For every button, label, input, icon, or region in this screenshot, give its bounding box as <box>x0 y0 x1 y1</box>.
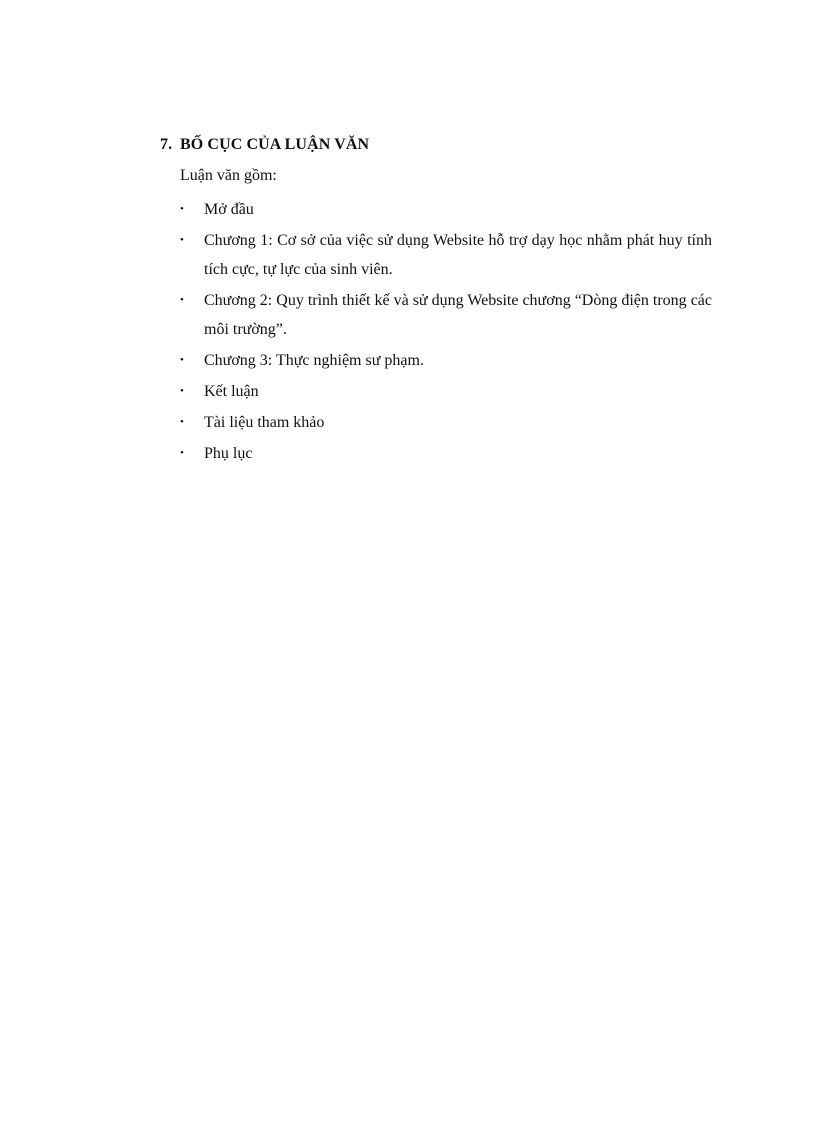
bullet-icon: • <box>180 416 184 428</box>
list-item-text: Chương 2: Quy trình thiết kế và sử dụng Website chương “Dòng điện trong các môi trường”. <box>204 292 712 338</box>
list-item <box>180 408 712 437</box>
list-item <box>180 286 712 344</box>
list-item <box>180 439 712 468</box>
bullet-icon: • <box>180 203 184 215</box>
content-list <box>160 195 712 468</box>
list-item-text: Phụ lục <box>204 445 253 462</box>
bullet-icon: • <box>180 354 184 366</box>
list-item <box>180 377 712 406</box>
list-item <box>180 226 712 284</box>
section-number: 7. <box>160 136 173 153</box>
list-item-text: Chương 3: Thực nghiệm sư phạm. <box>204 352 424 369</box>
list-item-text: Chương 1: Cơ sở của việc sử dụng Website hỗ trợ dạy học nhằm phát huy tính tích cực, tự lực của sinh viên. <box>204 232 712 278</box>
bullet-icon: • <box>180 447 184 459</box>
bullet-icon: • <box>180 385 184 397</box>
intro-text: Luận văn gồm: <box>180 167 277 184</box>
bullet-icon: • <box>180 234 184 246</box>
list-item <box>180 346 712 375</box>
list-item-text: Tài liệu tham khảo <box>204 414 325 431</box>
list-item <box>180 195 712 224</box>
section-title: BỐ CỤC CỦA LUẬN VĂN <box>180 136 370 153</box>
list-item-text: Kết luận <box>204 383 259 400</box>
section-bo-cuc <box>160 134 712 470</box>
bullet-icon: • <box>180 294 184 306</box>
section-heading <box>160 134 712 156</box>
list-item-text: Mở đầu <box>204 201 254 218</box>
